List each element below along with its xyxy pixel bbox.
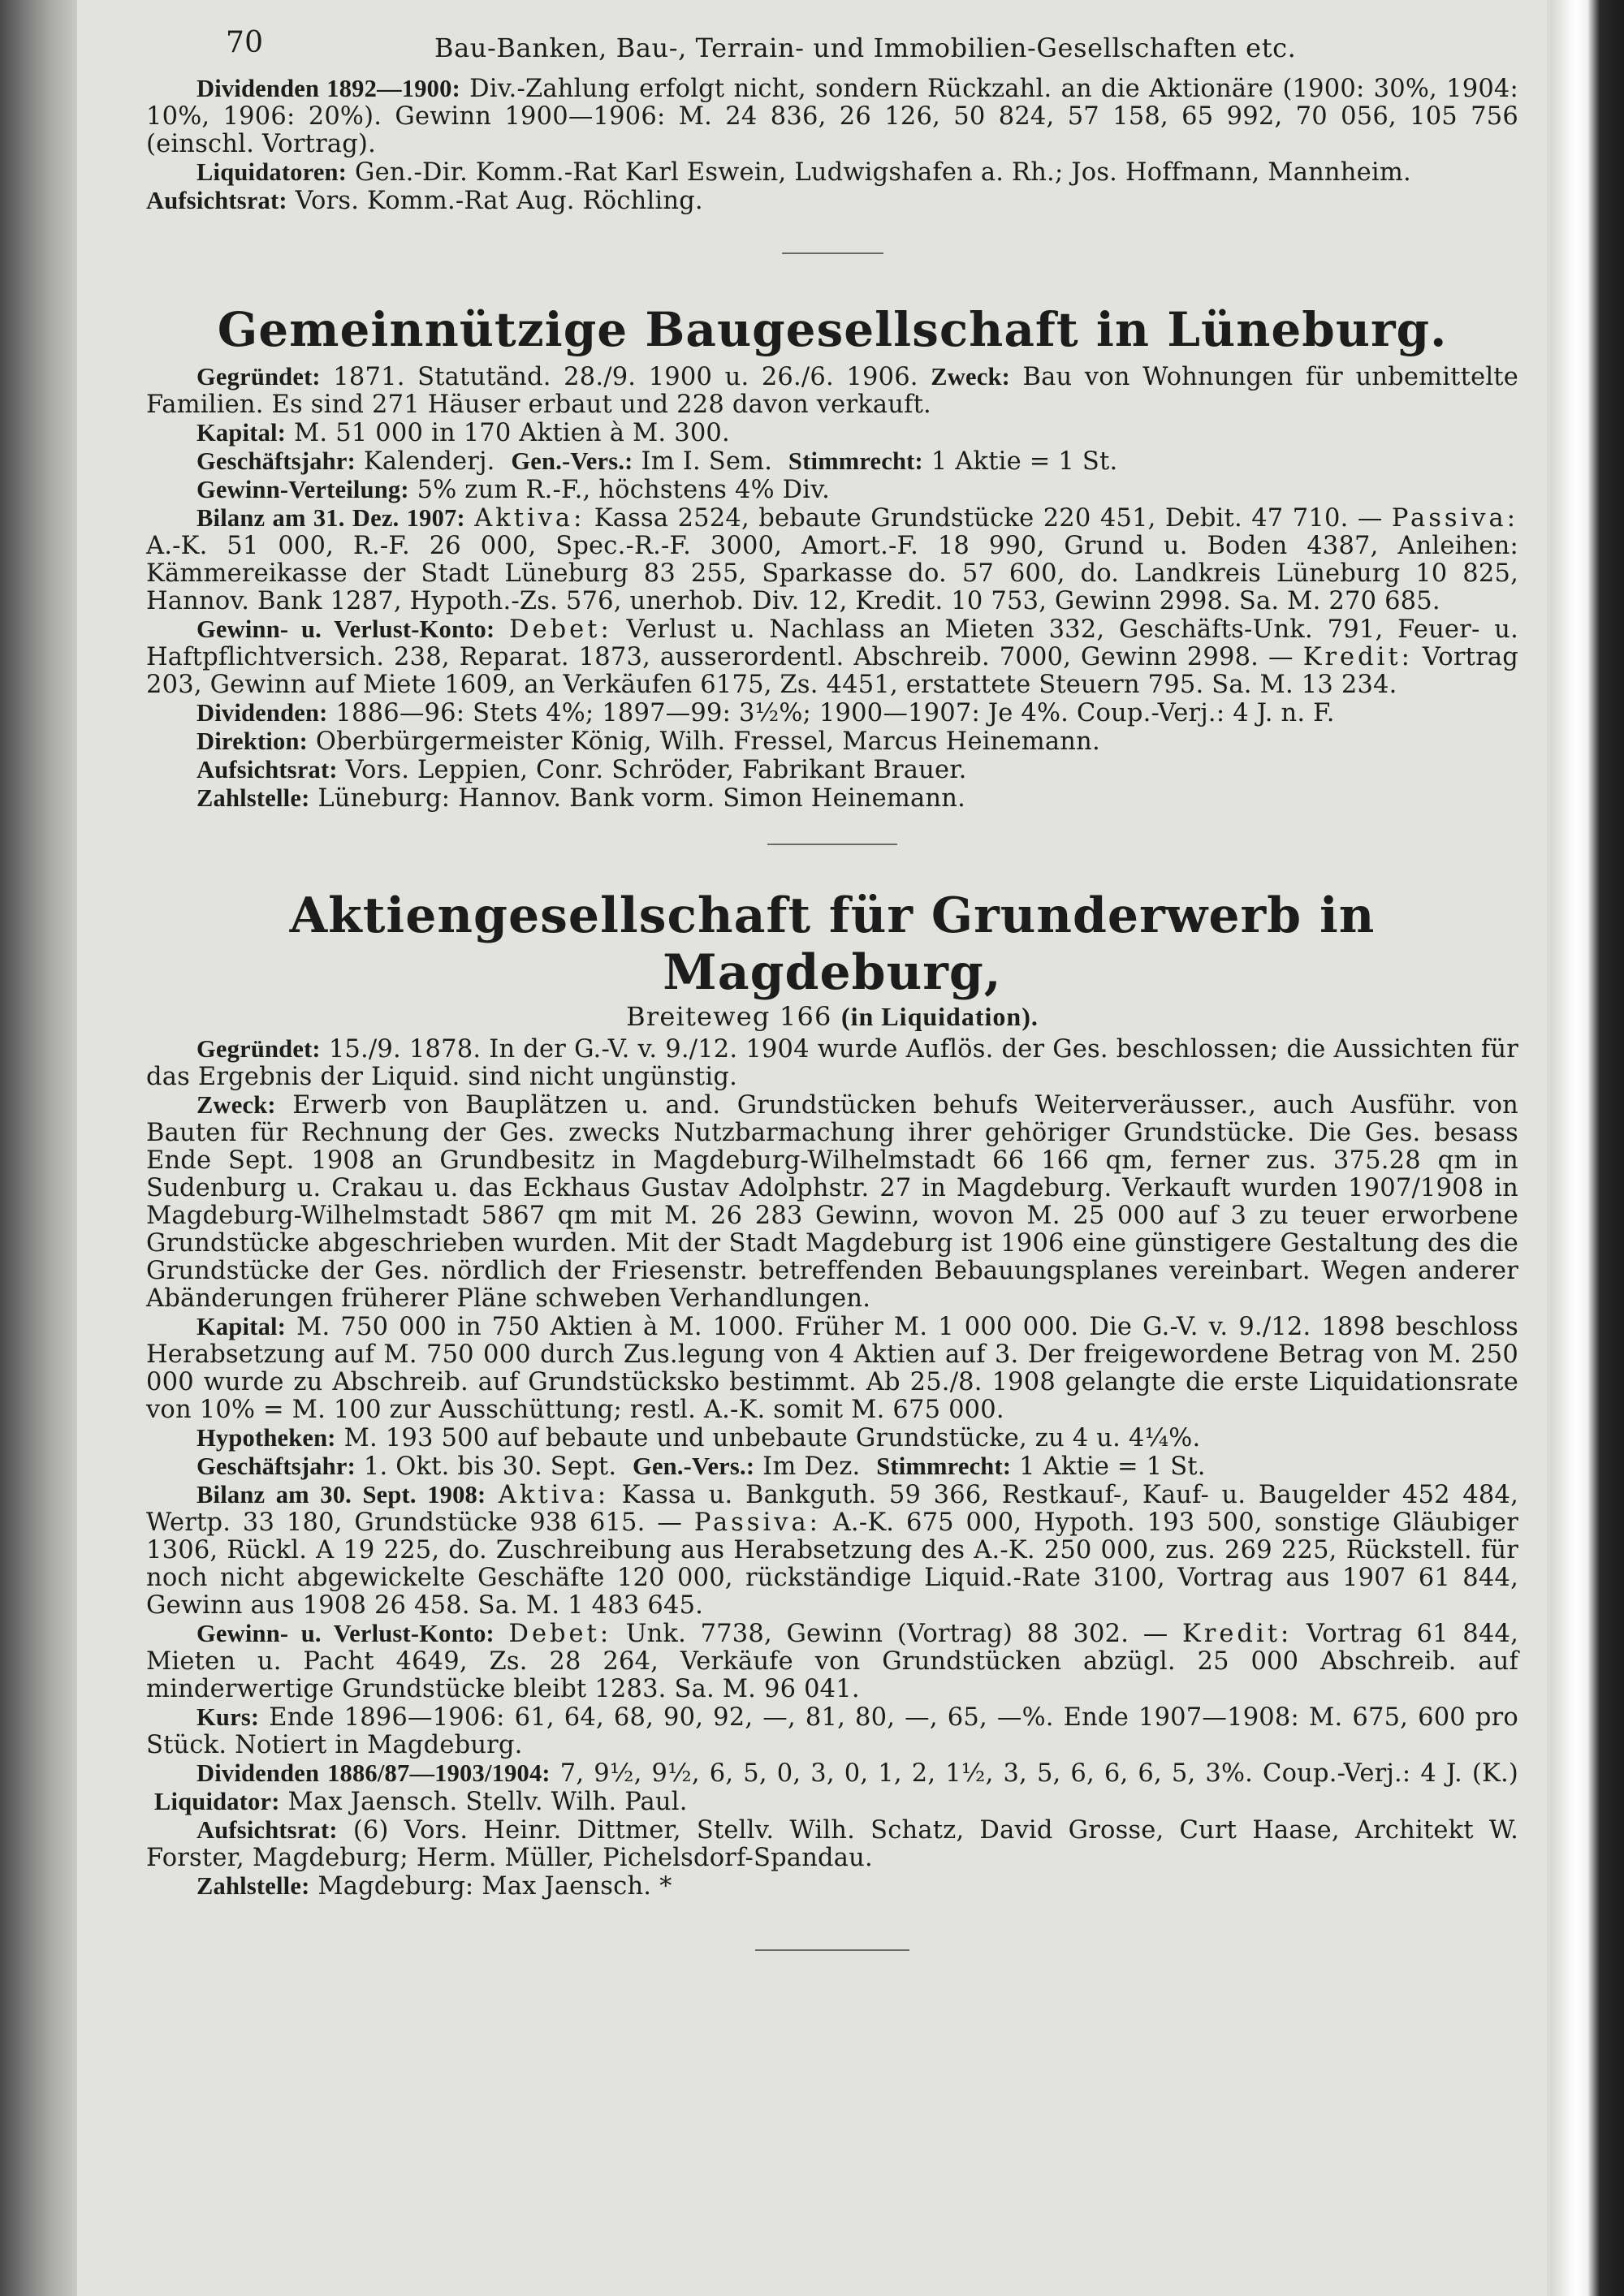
rate-paragraph bbox=[146, 1703, 1518, 1759]
fiscal-text: Kalenderj. bbox=[363, 447, 495, 476]
fiscal-paragraph bbox=[146, 447, 1518, 476]
paying-agent-paragraph bbox=[146, 1872, 1518, 1901]
founded-text: 1871. Statutänd. 28./9. 1900 u. 26./6. 1906. bbox=[333, 363, 918, 391]
scan-shadow-left bbox=[0, 0, 77, 2296]
liquidators-paragraph bbox=[146, 158, 1518, 215]
fiscal-text: 1. Okt. bis 30. Sept. bbox=[363, 1452, 617, 1481]
balance-label: Bilanz am 30. Sept. 1908: bbox=[197, 1481, 486, 1508]
section-divider bbox=[755, 1949, 909, 1951]
capital-label: Kapital: bbox=[197, 1313, 287, 1340]
supervisory-paragraph bbox=[146, 756, 1518, 784]
dividends-text: 7, 9½, 9½, 6, 5, 0, 3, 0, 1, 2, 1½, 3, 5, 6, 6, 6, 5, 3%. Coup.-Verj.: 4 J. (K.) bbox=[559, 1759, 1518, 1788]
fiscal-label: Geschäftsjahr: bbox=[197, 1452, 356, 1480]
balance-paragraph bbox=[146, 1481, 1518, 1620]
supervisory-label: Aufsichtsrat: bbox=[197, 756, 338, 783]
meeting-label: Gen.-Vers.: bbox=[511, 447, 633, 475]
meeting-text: Im I. Sem. bbox=[641, 447, 773, 476]
paying-agent-paragraph bbox=[146, 784, 1518, 813]
supervisory-text: Vors. Leppien, Conr. Schröder, Fabrikant Brauer. bbox=[345, 756, 967, 784]
address-street: Breiteweg 166 bbox=[626, 1001, 832, 1032]
board-label: Direktion: bbox=[197, 727, 308, 755]
dividends-label: Dividenden 1886/87—1903/1904: bbox=[197, 1759, 551, 1787]
purpose-text: Bau von Wohnungen für unbemittelte Familien. Es sind 271 Häuser erbaut und 228 davon verkauft. bbox=[146, 363, 1519, 419]
profit-loss-credit-text: Vortrag 61 844, Mieten u. Pacht 4649, Zs. 28 264, Verkäufe von Grundstücken abzügl. 25 000 Abschreib. auf minderwertige Grundstücke bleibt 1283. Sa. M. 96 041. bbox=[146, 1620, 1518, 1703]
profit-loss-credit-label: Kredit: bbox=[1182, 1620, 1293, 1648]
paying-agent-label: Zahlstelle: bbox=[197, 784, 310, 812]
profit-loss-paragraph bbox=[146, 615, 1518, 699]
company-address bbox=[146, 1003, 1518, 1030]
supervisory-label: Aufsichtsrat: bbox=[146, 187, 287, 214]
purpose-label: Zweck: bbox=[197, 1091, 276, 1119]
dividends-label: Dividenden: bbox=[197, 699, 328, 727]
paying-agent-text: Magdeburg: Max Jaensch. * bbox=[317, 1872, 672, 1901]
fiscal-label: Geschäftsjahr: bbox=[197, 447, 356, 475]
profit-distribution-label: Gewinn-Verteilung: bbox=[197, 476, 409, 503]
running-title: Bau-Banken, Bau-, Terrain- und Immobilien-Gesellschaften etc. bbox=[434, 32, 1297, 63]
paying-agent-text: Lüneburg: Hannov. Bank vorm. Simon Heinemann. bbox=[317, 784, 965, 813]
supervisory-text: (6) Vors. Heinr. Dittmer, Stellv. Wilh. Schatz, David Grosse, Curt Haase, Architekt W. Forster, Magdeburg; Herm. Müller, Pichelsdorf-Spandau. bbox=[146, 1816, 1518, 1872]
balance-assets-label: Aktiva: bbox=[498, 1481, 610, 1509]
profit-loss-debit-label: Debet: bbox=[508, 1620, 612, 1648]
section-divider bbox=[782, 252, 883, 254]
balance-label: Bilanz am 31. Dez. 1907: bbox=[197, 504, 465, 532]
paying-agent-label: Zahlstelle: bbox=[197, 1872, 310, 1900]
liquidator-label: Liquidator: bbox=[153, 1788, 280, 1815]
balance-liabilities-text: A.-K. 51 000, R.-F. 26 000, Spec.-R.-F. 3000, Amort.-F. 18 990, Grund u. Boden 4387, Anleihen: Kämmereikasse der Stadt Lüneburg 83 255, Sparkasse do. 57 600, do. Landkreis Lüneburg 10 825, Hannov. Bank 1287, Hypoth.-Zs. 576, unerhob. Div. 12, Kredit. 10 753, Gewinn 2998. Sa. M. 270 685. bbox=[146, 532, 1518, 615]
supervisory-paragraph bbox=[146, 1816, 1518, 1872]
company-entry-lueneburg bbox=[146, 363, 1518, 813]
dividends-label: Dividenden 1892—1900: bbox=[197, 75, 460, 102]
rate-label: Kurs: bbox=[197, 1703, 260, 1731]
profit-loss-debit-text: Unk. 7738, Gewinn (Vortrag) 88 302. — bbox=[625, 1620, 1168, 1648]
capital-paragraph bbox=[146, 419, 1518, 447]
board-paragraph bbox=[146, 727, 1518, 756]
vote-text: 1 Aktie = 1 St. bbox=[1019, 1452, 1206, 1481]
founded-text: 15./9. 1878. In der G.-V. v. 9./12. 1904 wurde Auflös. der Ges. beschlossen; die Aussichten für das Ergebnis der Liquid. sind nicht ungünstig. bbox=[146, 1035, 1518, 1091]
meeting-text: Im Dez. bbox=[762, 1452, 861, 1481]
founded-label: Gegründet: bbox=[197, 1035, 321, 1063]
supervisory-text: Vors. Komm.-Rat Aug. Röchling. bbox=[295, 187, 703, 215]
liquidators-text: Gen.-Dir. Komm.-Rat Karl Eswein, Ludwigshafen a. Rh.; Jos. Hoffmann, Mannheim. bbox=[355, 158, 1411, 187]
liquidators-label: Liquidatoren: bbox=[197, 158, 348, 186]
liquidator-text: Max Jaensch. Stellv. Wilh. Paul. bbox=[287, 1788, 688, 1816]
page-number: 70 bbox=[226, 26, 264, 59]
balance-paragraph bbox=[146, 504, 1518, 615]
meeting-label: Gen.-Vers.: bbox=[633, 1452, 755, 1480]
company-title-magdeburg: Aktiengesellschaft für Grunderwerb in Magdeburg, bbox=[289, 887, 1376, 1001]
profit-loss-credit-label: Kredit: bbox=[1302, 643, 1413, 671]
balance-assets-text: Kassa 2524, bebaute Grundstücke 220 451, Debit. 47 710. — bbox=[594, 504, 1383, 533]
mortgage-label: Hypotheken: bbox=[197, 1424, 336, 1452]
capital-paragraph bbox=[146, 1313, 1518, 1424]
profit-loss-paragraph bbox=[146, 1620, 1518, 1703]
company-entry-magdeburg bbox=[146, 1035, 1518, 1901]
purpose-text: Erwerb von Bauplätzen u. and. Grundstücken behufs Weiterveräusser., auch Ausführ. von Bauten für Rechnung der Ges. zwecks Nutzbarmachung ihrer gehöriger Grundstücke. Die Ges. besass Ende Sept. 1908 an Grundbesitz in Magdeburg-Wilhelmstadt 66 166 qm, ferner zus. 375.28 qm in Sudenburg u. Crakau u. das Eckhaus Gustav Adolphstr. 27 in Magdeburg. Verkauft wurden 1907/1908 in Magdeburg-Wilhelmstadt 5867 qm mit M. 26 283 Gewinn, wovon M. 25 000 auf 3 zu teuer erworbene Grundstücke abgeschrieben wurden. Mit der Stadt Magdeburg ist 1906 eine günstigere Gestaltung des die Grundstücke der Ges. nördlich der Friesenstr. betreffenden Bebauungsplanes vereinbart. Wegen anderer Abänderungen früherer Pläne schweben Verhandlungen. bbox=[146, 1091, 1518, 1313]
purpose-label: Zweck: bbox=[931, 363, 1010, 391]
founded-paragraph bbox=[146, 1035, 1518, 1091]
profit-loss-label: Gewinn- u. Verlust-Konto: bbox=[197, 615, 495, 643]
page-header bbox=[146, 24, 1518, 75]
section-divider bbox=[767, 844, 897, 845]
purpose-paragraph bbox=[146, 1091, 1518, 1313]
vote-text: 1 Aktie = 1 St. bbox=[931, 447, 1118, 476]
profit-loss-debit-label: Debet: bbox=[509, 615, 612, 644]
scan-shadow-right bbox=[1551, 0, 1624, 2296]
balance-assets-label: Aktiva: bbox=[474, 504, 585, 533]
founded-paragraph bbox=[146, 363, 1518, 419]
profit-loss-credit-text: Vortrag 203, Gewinn auf Miete 1609, an Verkäufen 6175, Zs. 4451, erstattete Steuern 795. Sa. M. 13 234. bbox=[146, 643, 1518, 699]
dividends-paragraph bbox=[146, 1759, 1518, 1816]
page-content bbox=[146, 24, 1518, 1951]
balance-liabilities-label: Passiva: bbox=[693, 1508, 821, 1537]
dividends-text: 1886—96: Stets 4%; 1897—99: 3½%; 1900—1907: Je 4%. Coup.-Verj.: 4 J. n. F. bbox=[335, 699, 1335, 727]
profit-distribution-paragraph bbox=[146, 476, 1518, 504]
dividends-paragraph bbox=[146, 75, 1518, 158]
dividends-text: Div.-Zahlung erfolgt nicht, sondern Rückzahl. an die Aktionäre (1900: 30%, 1904: 10%, 1906: 20%). Gewinn 1900—1906: M. 24 836, 26 126, 50 824, 57 158, 65 992, 70 056, 105 756 (einschl. Vortrag). bbox=[146, 75, 1518, 158]
capital-label: Kapital: bbox=[197, 419, 287, 447]
profit-distribution-text: 5% zum R.-F., höchstens 4% Div. bbox=[417, 476, 830, 504]
rate-text: Ende 1896—1906: 61, 64, 68, 90, 92, —, 81, 80, —, 65, —%. Ende 1907—1908: M. 675, 600 pro Stück. Notiert in Magdeburg. bbox=[146, 1703, 1518, 1759]
profit-loss-label: Gewinn- u. Verlust-Konto: bbox=[197, 1620, 495, 1647]
vote-label: Stimmrecht: bbox=[788, 447, 923, 475]
founded-label: Gegründet: bbox=[197, 363, 321, 391]
fiscal-paragraph bbox=[146, 1452, 1518, 1481]
dividends-paragraph bbox=[146, 699, 1518, 727]
company-title-lueneburg: Gemeinnützige Baugesellschaft in Lüneburg. bbox=[217, 302, 1448, 357]
board-text: Oberbürgermeister König, Wilh. Fressel, Marcus Heinemann. bbox=[315, 727, 1100, 756]
supervisory-label: Aufsichtsrat: bbox=[197, 1816, 338, 1844]
balance-liabilities-label: Passiva: bbox=[1391, 504, 1518, 533]
profit-loss-debit-text: Verlust u. Nachlass an Mieten 332, Geschäfts-Unk. 791, Feuer- u. Haftpflichtversich. 238, Reparat. 1873, ausserordentl. Abschreib. 7000, Gewinn 2998. — bbox=[146, 615, 1518, 671]
balance-liabilities-text: A.-K. 675 000, Hypoth. 193 500, sonstige Gläubiger 1306, Rückl. A 19 225, do. Zuschreibung aus Herabsetzung des A.-K. 250 000, zus. 269 225, Rückstell. für noch nicht abgewickelte Geschäfte 120 000, rückständige Liquid.-Rate 3100, Vortrag aus 1907 61 844, Gewinn aus 1908 26 458. Sa. M. 1 483 645. bbox=[146, 1508, 1518, 1620]
capital-text: M. 51 000 in 170 Aktien à M. 300. bbox=[293, 419, 730, 447]
balance-assets-text: Kassa u. Bankguth. 59 366, Restkauf-, Kauf- u. Baugelder 452 484, Wertp. 33 180, Grundstücke 938 615. — bbox=[146, 1481, 1518, 1537]
capital-text: M. 750 000 in 750 Aktien à M. 1000. Früher M. 1 000 000. Die G.-V. v. 9./12. 1898 beschloss Herabsetzung auf M. 750 000 durch Zus.legung von 4 Aktien auf 3. Der freigewordene Betrag von M. 250 000 wurde zu Abschreib. auf Grundstücksko bestimmt. Ab 25./8. 1908 gelangte die erste Liquidationsrate von 10% = M. 100 zur Ausschüttung; restl. A.-K. somit M. 675 000. bbox=[146, 1313, 1518, 1424]
mortgage-paragraph bbox=[146, 1424, 1518, 1452]
mortgage-text: M. 193 500 auf bebaute und unbebaute Grundstücke, zu 4 u. 4¼%. bbox=[343, 1424, 1201, 1452]
vote-label: Stimmrecht: bbox=[876, 1452, 1012, 1480]
liquidation-status: (in Liquidation). bbox=[840, 1002, 1039, 1031]
